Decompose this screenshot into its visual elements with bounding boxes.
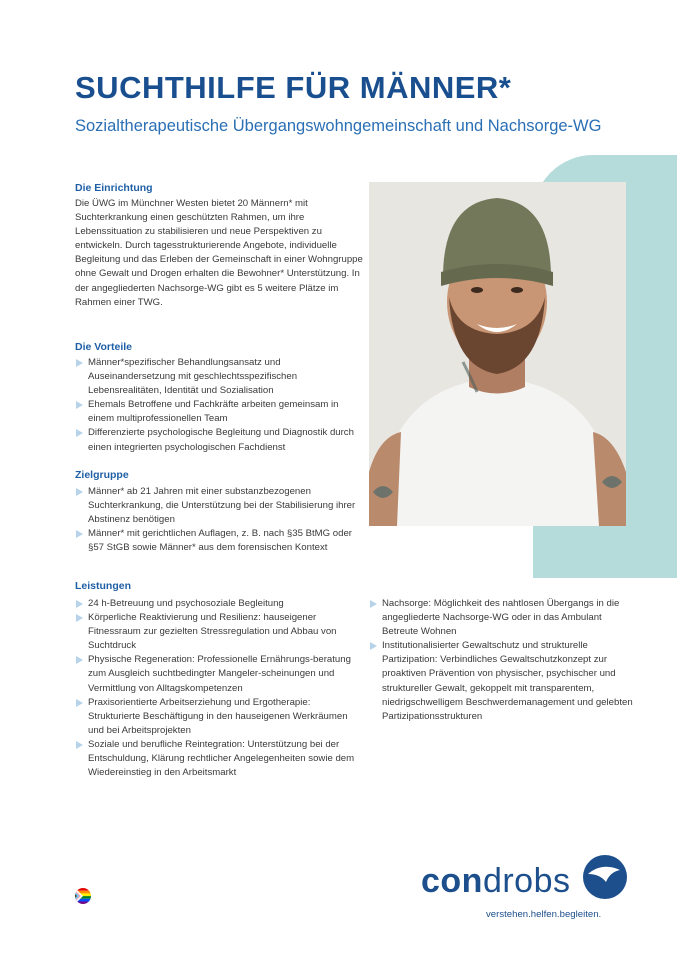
einrichtung-text: Die ÜWG im Münchner Westen bietet 20 Männern* mit Suchterkrankung einen geschützten Rahmen, um ihre Lebenssituation zu stabilisieren und neue Perspektiven zu entwickeln. Durch tagesstrukturierende Angebote, individuelle Begleitung und das Erleben der Gemeinschaft in einer Wohngruppe ohne Gewalt und Drogen erhalten die Bewohner* Unterstützung. In der angegliederten Nachsorge-WG gibt es 5 weitere Plätze im Rahmen einer TWG. [75,198,363,308]
vorteile-list [75,356,355,455]
zielgruppe-list [75,485,360,555]
section-heading-vorteile: Die Vorteile [75,341,132,353]
condrobs-logo-text [421,862,571,901]
condrobs-logo-mark-icon [580,852,630,902]
list-item: Nachsorge: Möglichkeit des nahtlosen Übergangs in die angegliederte Nachsorge-WG oder in das Ambulant Betreute Wohnen [369,597,639,639]
list-item: Differenzierte psychologische Begleitung und Diagnostik durch einen integrierten psychologischen Fachdienst [75,426,355,454]
portrait-photo [369,182,626,526]
list-item: Institutionalisierter Gewaltschutz und strukturelle Partizipation: Verbindliches Gewaltschutzkonzept zur proaktiven Prävention von physischer, psychischer und struktureller Gewalt, gekoppelt mit transparentem, niedrigschwelligem Beschwerdemanagement und gelebten Partizipationsstrukturen [369,639,639,724]
list-item: Praxisorientierte Arbeitserziehung und Ergotherapie: Strukturierte Beschäftigung in den hauseigenen Werkräumen und bei Arbeitsprojekten [75,696,365,738]
section-heading-leistungen: Leistungen [75,580,132,592]
list-item: Körperliche Reaktivierung und Resilienz: hauseigener Fitnessraum zur gezielten Stressregulation und Abbau von Suchtdruck [75,611,365,653]
list-item: Männer* ab 21 Jahren mit einer substanzbezogenen Suchterkrankung, die Unterstützung bei der Stabilisierung ihrer Abstinenz benötigen [75,485,360,527]
logo-tagline: verstehen.helfen.begleiten. [486,909,602,920]
section-heading-einrichtung: Die Einrichtung [75,182,153,194]
list-item: 24 h-Betreuung und psychosoziale Begleitung [75,597,365,611]
logo-text-bold: con [421,862,483,900]
page-subtitle: Sozialtherapeutische Übergangswohngemeinschaft und Nachsorge-WG [75,117,602,135]
list-item: Männer*spezifischer Behandlungsansatz und Auseinandersetzung mit geschlechtsspezifischen Lebensrealitäten, Identität und Sozialisation [75,356,355,398]
list-item: Männer* mit gerichtlichen Auflagen, z. B. nach §35 BtMG oder §57 StGB sowie Männer* aus dem forensischen Kontext [75,527,360,555]
leistungen-list-left [75,597,365,780]
section-heading-zielgruppe: Zielgruppe [75,469,129,481]
progress-pride-flag-icon [75,888,91,904]
list-item: Soziale und berufliche Reintegration: Unterstützung bei der Entschuldung, Klärung rechtlicher Angelegenheiten sowie dem Wiedereinstieg in den Arbeitsmarkt [75,738,365,780]
list-item: Ehemals Betroffene und Fachkräfte arbeiten gemeinsam in einem multiprofessionellen Team [75,398,355,426]
logo-text-regular: drobs [482,862,571,900]
list-item: Physische Regeneration: Professionelle Ernährungs-beratung zum Ausgleich suchtbedingter Mangeler-scheinungen und Vermittlung von Alltagskompetenzen [75,653,365,695]
leistungen-list-right [369,597,639,724]
page-title: SUCHTHILFE FÜR MÄNNER* [75,70,512,105]
